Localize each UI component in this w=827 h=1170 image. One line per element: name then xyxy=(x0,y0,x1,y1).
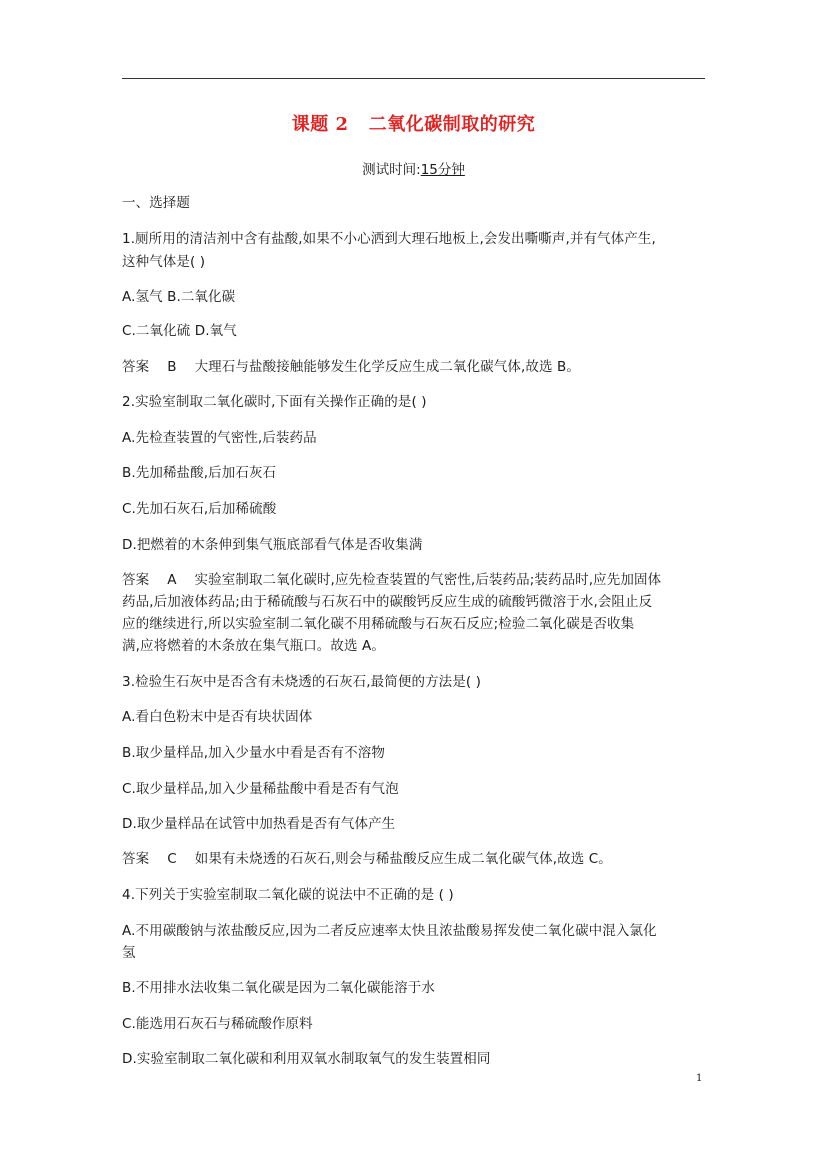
text-line: C.取少量样品,加入少量稀盐酸中看是否有气泡 xyxy=(122,781,399,797)
text-line: C.先加石灰石,后加稀硫酸 xyxy=(122,501,277,517)
text-line: 1.厕所用的清洁剂中含有盐酸,如果不小心洒到大理石地板上,会发出嘶嘶声,并有气体产生, xyxy=(122,231,656,247)
answer-label: 答案 xyxy=(122,359,150,375)
text-line: A.先检查装置的气密性,后装药品 xyxy=(122,430,317,446)
answer-text: 实验室制取二氧化碳时,应先检查装置的气密性,后装药品;装药品时,应先加固体 xyxy=(194,572,662,588)
answer-label: 答案 xyxy=(122,572,150,588)
text-line: 药品,后加液体药品;由于稀硫酸与石灰石中的碳酸钙反应生成的硫酸钙微溶于水,会阻止反 xyxy=(122,594,653,610)
text-line: 满,应将燃着的木条放在集气瓶口。故选 A。 xyxy=(122,638,385,654)
text-line: A.不用碳酸钠与浓盐酸反应,因为二者反应速率太快且浓盐酸易挥发使二氧化碳中混入氯化 xyxy=(122,923,657,939)
answer-key: C xyxy=(167,851,177,867)
test-time-value: 15分钟 xyxy=(420,162,465,178)
text-line: 2.实验室制取二氧化碳时,下面有关操作正确的是( ) xyxy=(122,394,427,410)
text-line: 4.下列关于实验室制取二氧化碳的说法中不正确的是 ( ) xyxy=(122,887,454,903)
page-number: 1 xyxy=(696,1073,703,1084)
text-line: B.不用排水法收集二氧化碳是因为二氧化碳能溶于水 xyxy=(122,980,435,996)
section-heading: 一、选择题 xyxy=(122,195,190,211)
text-line: B.先加稀盐酸,后加石灰石 xyxy=(122,465,277,481)
test-time xyxy=(0,158,827,178)
text-line: C.能选用石灰石与稀硫酸作原料 xyxy=(122,1016,313,1032)
test-time-label: 测试时间: xyxy=(362,162,421,178)
text-line: A.氢气 B.二氧化碳 xyxy=(122,289,236,305)
answer-label: 答案 xyxy=(122,851,150,867)
text-line: C.二氧化硫 D.氧气 xyxy=(122,323,237,339)
text-line: D.取少量样品在试管中加热看是否有气体产生 xyxy=(122,816,396,832)
text-line: A.看白色粉末中是否有块状固体 xyxy=(122,709,313,725)
header-rule xyxy=(122,78,705,79)
text-line: D.把燃着的木条伸到集气瓶底部看气体是否收集满 xyxy=(122,537,423,553)
answer-text: 大理石与盐酸接触能够发生化学反应生成二氧化碳气体,故选 B。 xyxy=(194,359,580,375)
text-line: 3.检验生石灰中是否含有未烧透的石灰石,最简便的方法是( ) xyxy=(122,674,481,690)
answer-line xyxy=(122,357,580,377)
text-line: 氢 xyxy=(122,945,136,961)
answer-text: 如果有未烧透的石灰石,则会与稀盐酸反应生成二氧化碳气体,故选 C。 xyxy=(194,851,612,867)
text-line: 这种气体是( ) xyxy=(122,254,206,270)
answer-line xyxy=(122,570,661,590)
text-line: D.实验室制取二氧化碳和利用双氧水制取氧气的发生装置相同 xyxy=(122,1051,491,1067)
answer-key: A xyxy=(167,572,177,588)
answer-key: B xyxy=(167,359,177,375)
text-line: 应的继续进行,所以实验室制二氧化碳不用稀硫酸与石灰石反应;检验二氧化碳是否收集 xyxy=(122,616,635,632)
answer-line xyxy=(122,849,612,869)
page-title: 课题 2 二氧化碳制取的研究 xyxy=(291,114,536,135)
text-line: B.取少量样品,加入少量水中看是否有不溶物 xyxy=(122,745,385,761)
